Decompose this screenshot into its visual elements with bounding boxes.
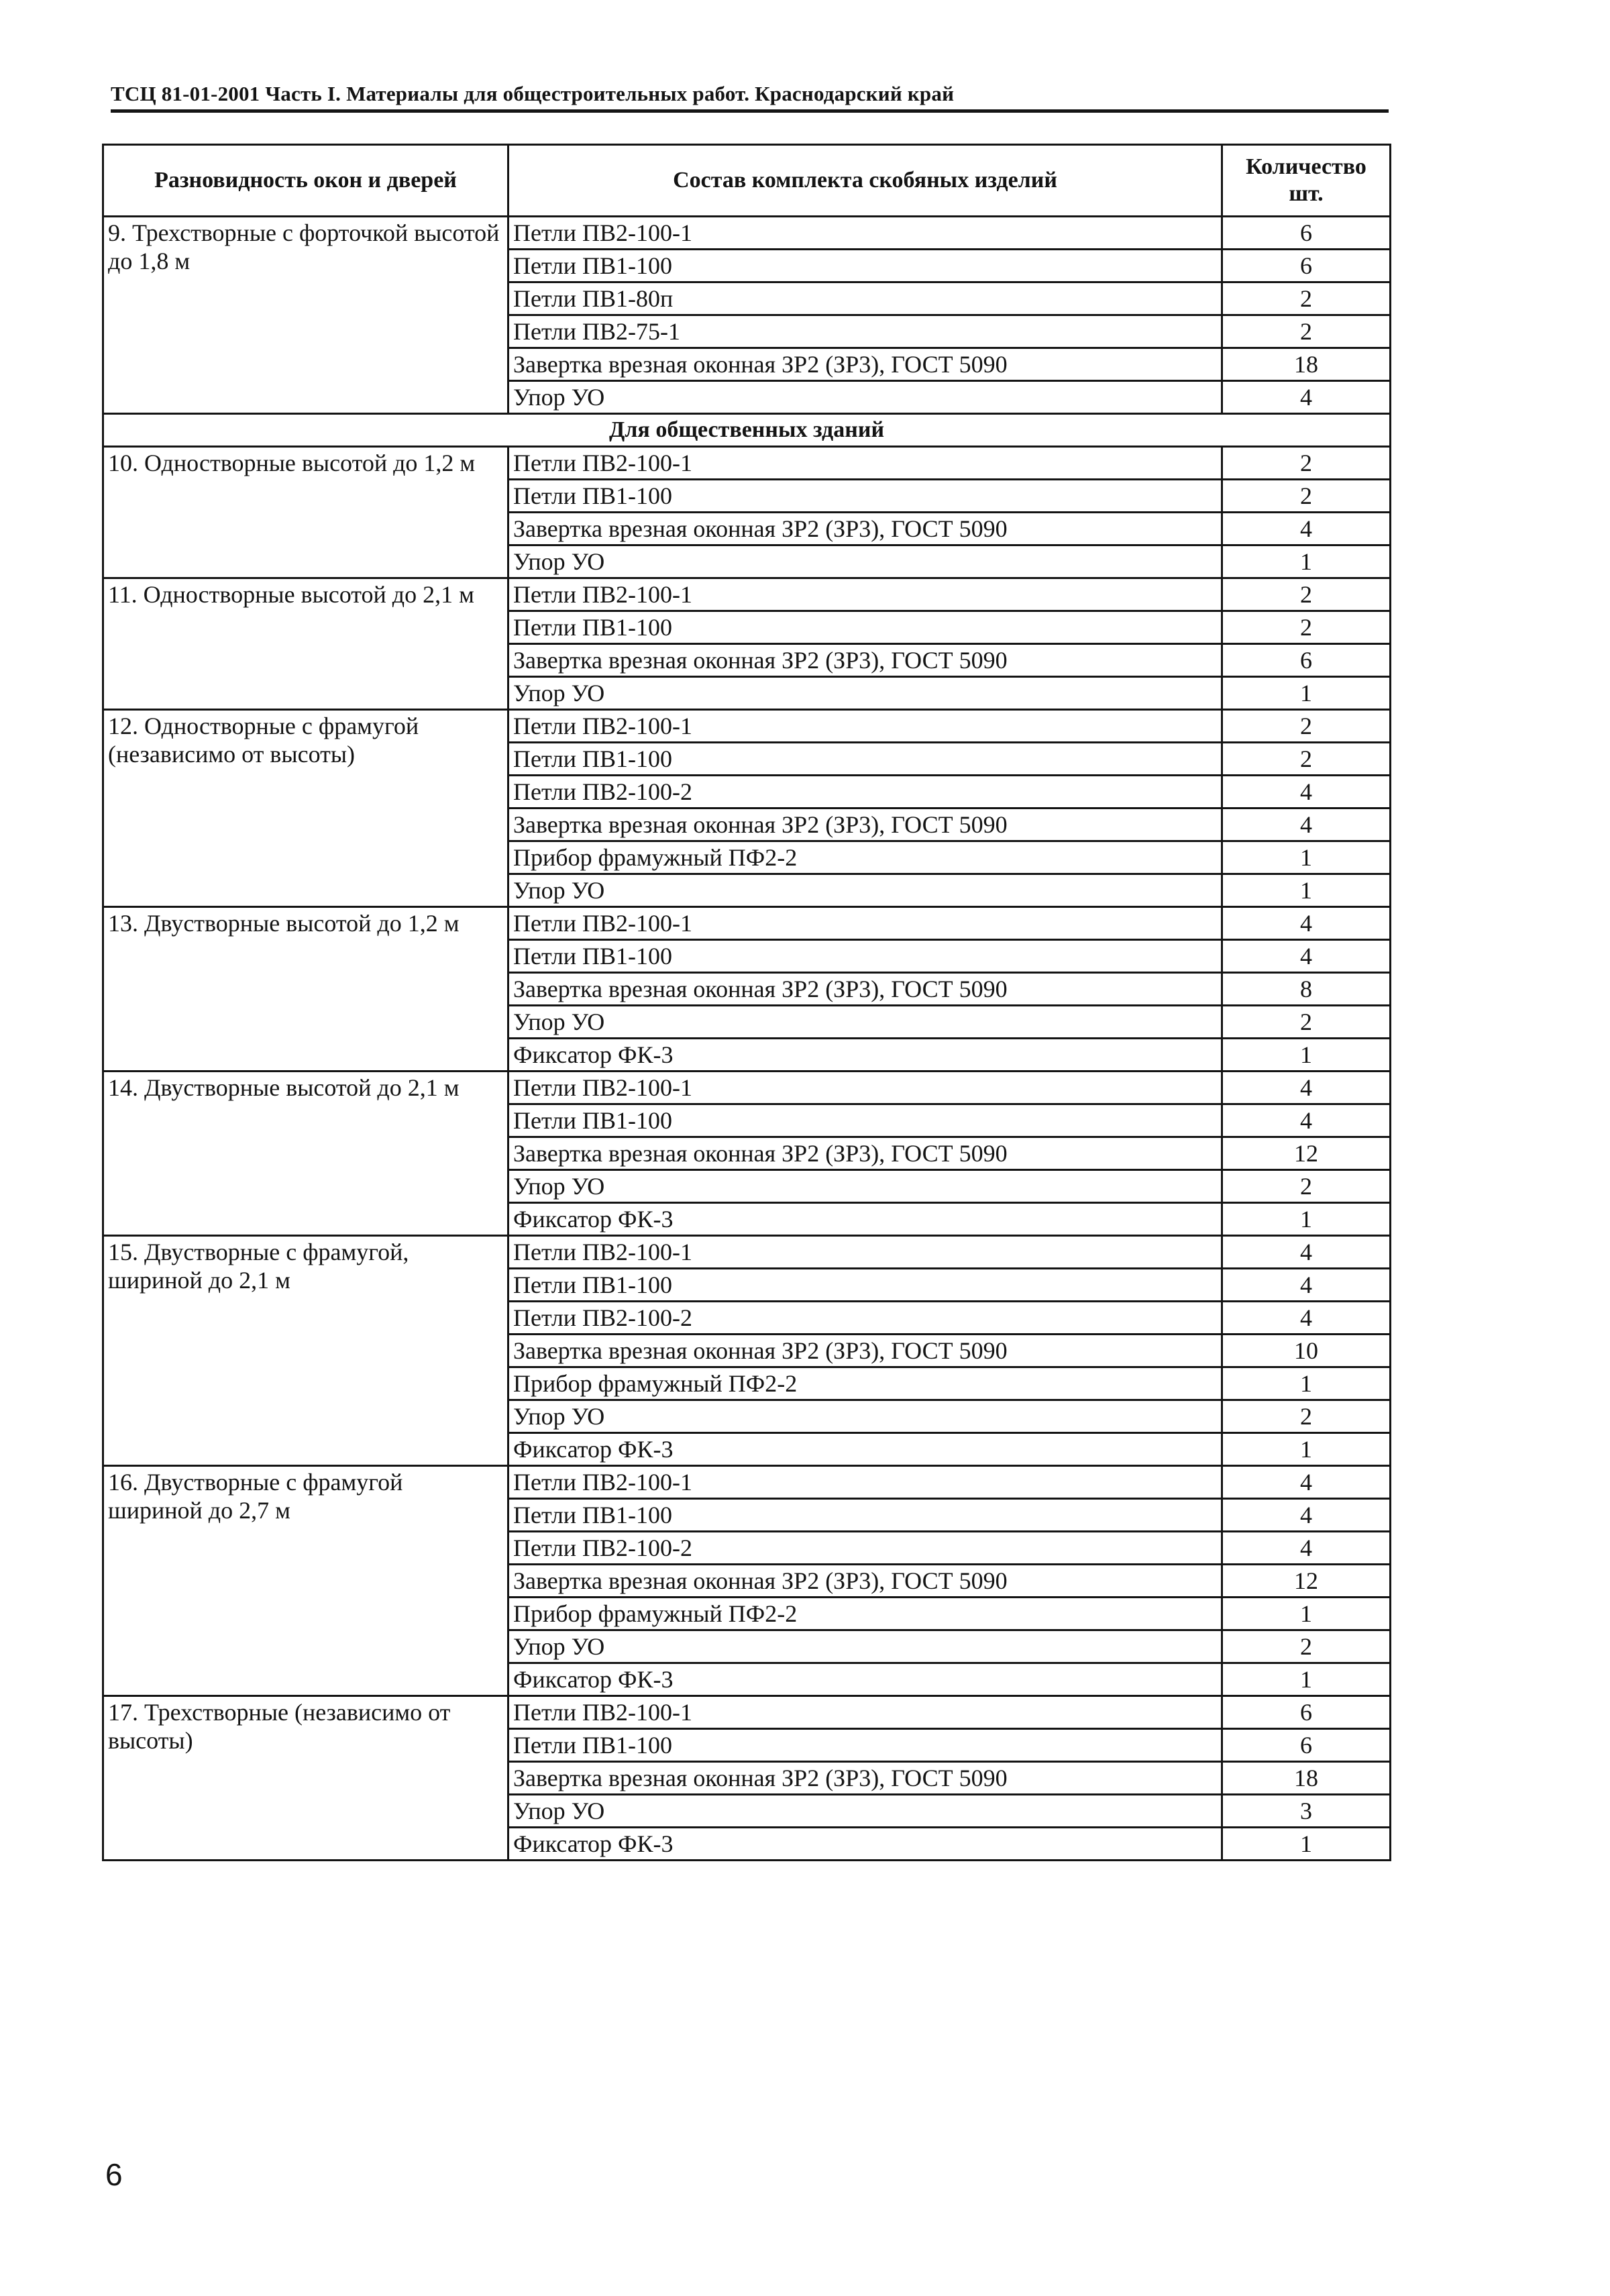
item-name: Завертка врезная оконная ЗР2 (ЗР3), ГОСТ 5090 — [508, 808, 1222, 841]
item-name: Петли ПВ2-100-1 — [508, 1236, 1222, 1269]
item-quantity: 4 — [1222, 1269, 1391, 1302]
column-header-type: Разновидность окон и дверей — [103, 145, 508, 217]
table-row — [103, 1696, 1391, 1729]
group-name: 15. Двустворные с фрамугой, шириной до 2,1 м — [103, 1236, 508, 1466]
item-quantity: 4 — [1222, 1072, 1391, 1104]
item-name: Прибор фрамужный ПФ2-2 — [508, 1598, 1222, 1630]
item-quantity: 4 — [1222, 1499, 1391, 1532]
item-quantity: 1 — [1222, 1663, 1391, 1696]
item-name: Петли ПВ2-100-1 — [508, 447, 1222, 480]
item-name: Петли ПВ2-100-1 — [508, 217, 1222, 250]
item-name: Петли ПВ1-100 — [508, 940, 1222, 973]
item-quantity: 2 — [1222, 282, 1391, 315]
item-name: Упор УО — [508, 545, 1222, 578]
item-name: Петли ПВ1-100 — [508, 1104, 1222, 1137]
item-quantity: 6 — [1222, 644, 1391, 677]
item-name: Петли ПВ2-100-1 — [508, 578, 1222, 611]
table-row — [103, 217, 1391, 250]
item-name: Петли ПВ1-100 — [508, 480, 1222, 513]
table-body-residential — [103, 217, 1391, 414]
item-quantity: 1 — [1222, 677, 1391, 710]
item-name: Петли ПВ2-100-1 — [508, 907, 1222, 940]
item-name: Завертка врезная оконная ЗР2 (ЗР3), ГОСТ 5090 — [508, 1335, 1222, 1367]
item-name: Фиксатор ФК-3 — [508, 1433, 1222, 1466]
item-quantity: 2 — [1222, 480, 1391, 513]
item-quantity: 1 — [1222, 1367, 1391, 1400]
item-quantity: 1 — [1222, 1039, 1391, 1072]
item-name: Петли ПВ2-100-2 — [508, 1532, 1222, 1565]
table-row — [103, 578, 1391, 611]
table-row — [103, 1466, 1391, 1499]
item-quantity: 2 — [1222, 1630, 1391, 1663]
item-name: Петли ПВ1-100 — [508, 1499, 1222, 1532]
item-quantity: 18 — [1222, 348, 1391, 381]
item-name: Прибор фрамужный ПФ2-2 — [508, 841, 1222, 874]
item-quantity: 1 — [1222, 874, 1391, 907]
item-name: Упор УО — [508, 677, 1222, 710]
item-quantity: 1 — [1222, 1433, 1391, 1466]
table-row — [103, 447, 1391, 480]
column-header-quantity: Количество шт. — [1222, 145, 1391, 217]
group-name: 16. Двустворные с фрамугой шириной до 2,7 м — [103, 1466, 508, 1696]
item-name: Петли ПВ1-100 — [508, 611, 1222, 644]
item-name: Завертка врезная оконная ЗР2 (ЗР3), ГОСТ 5090 — [508, 348, 1222, 381]
item-name: Петли ПВ1-100 — [508, 743, 1222, 776]
item-quantity: 4 — [1222, 513, 1391, 545]
item-quantity: 12 — [1222, 1565, 1391, 1598]
group-name: 14. Двустворные высотой до 2,1 м — [103, 1072, 508, 1236]
item-name: Прибор фрамужный ПФ2-2 — [508, 1367, 1222, 1400]
group-name: 12. Одностворные с фрамугой (независимо от высоты) — [103, 710, 508, 907]
header-rule — [111, 109, 1389, 113]
item-quantity: 2 — [1222, 611, 1391, 644]
item-quantity: 2 — [1222, 710, 1391, 743]
item-name: Упор УО — [508, 1006, 1222, 1039]
item-quantity: 1 — [1222, 1203, 1391, 1236]
item-name: Упор УО — [508, 874, 1222, 907]
item-name: Петли ПВ2-100-2 — [508, 1302, 1222, 1335]
group-name: 17. Трехстворные (независимо от высоты) — [103, 1696, 508, 1861]
item-quantity: 1 — [1222, 841, 1391, 874]
item-quantity: 6 — [1222, 250, 1391, 282]
item-quantity: 1 — [1222, 1828, 1391, 1861]
item-quantity: 4 — [1222, 1104, 1391, 1137]
table-body-public — [103, 447, 1391, 1861]
table-row — [103, 710, 1391, 743]
page-number: 6 — [105, 2157, 123, 2192]
group-name: 11. Одностворные высотой до 2,1 м — [103, 578, 508, 710]
table-row — [103, 907, 1391, 940]
item-name: Завертка врезная оконная ЗР2 (ЗР3), ГОСТ 5090 — [508, 1137, 1222, 1170]
hardware-sets-table — [102, 144, 1391, 1861]
item-name: Упор УО — [508, 1630, 1222, 1663]
item-quantity: 6 — [1222, 1696, 1391, 1729]
item-name: Петли ПВ2-100-1 — [508, 710, 1222, 743]
item-name: Петли ПВ1-80п — [508, 282, 1222, 315]
item-quantity: 12 — [1222, 1137, 1391, 1170]
item-name: Фиксатор ФК-3 — [508, 1828, 1222, 1861]
item-quantity: 6 — [1222, 1729, 1391, 1762]
item-quantity: 1 — [1222, 1598, 1391, 1630]
section-row — [103, 414, 1391, 447]
table-row — [103, 1236, 1391, 1269]
item-name: Петли ПВ1-100 — [508, 1729, 1222, 1762]
item-quantity: 2 — [1222, 447, 1391, 480]
page-header-title: ТСЦ 81-01-2001 Часть I. Материалы для общестроительных работ. Краснодарский край — [111, 82, 955, 105]
group-name: 9. Трехстворные с форточкой высотой до 1,8 м — [103, 217, 508, 414]
item-name: Фиксатор ФК-3 — [508, 1203, 1222, 1236]
item-name: Петли ПВ1-100 — [508, 1269, 1222, 1302]
item-name: Упор УО — [508, 1170, 1222, 1203]
item-quantity: 4 — [1222, 1466, 1391, 1499]
column-header-composition: Состав комплекта скобяных изделий — [508, 145, 1222, 217]
item-name: Петли ПВ2-100-1 — [508, 1072, 1222, 1104]
item-quantity: 2 — [1222, 578, 1391, 611]
table-row — [103, 1072, 1391, 1104]
item-name: Завертка врезная оконная ЗР2 (ЗР3), ГОСТ 5090 — [508, 1762, 1222, 1795]
item-quantity: 4 — [1222, 1236, 1391, 1269]
item-quantity: 4 — [1222, 940, 1391, 973]
item-name: Фиксатор ФК-3 — [508, 1039, 1222, 1072]
item-quantity: 1 — [1222, 545, 1391, 578]
item-quantity: 2 — [1222, 1400, 1391, 1433]
item-quantity: 4 — [1222, 1302, 1391, 1335]
item-name: Завертка врезная оконная ЗР2 (ЗР3), ГОСТ 5090 — [508, 644, 1222, 677]
item-quantity: 2 — [1222, 743, 1391, 776]
item-quantity: 4 — [1222, 808, 1391, 841]
item-name: Упор УО — [508, 381, 1222, 414]
item-quantity: 10 — [1222, 1335, 1391, 1367]
item-name: Петли ПВ2-100-2 — [508, 776, 1222, 808]
item-quantity: 2 — [1222, 315, 1391, 348]
item-quantity: 6 — [1222, 217, 1391, 250]
table-header-row — [103, 145, 1391, 217]
item-name: Завертка врезная оконная ЗР2 (ЗР3), ГОСТ 5090 — [508, 973, 1222, 1006]
item-quantity: 4 — [1222, 776, 1391, 808]
item-name: Петли ПВ1-100 — [508, 250, 1222, 282]
item-quantity: 4 — [1222, 1532, 1391, 1565]
item-name: Петли ПВ2-75-1 — [508, 315, 1222, 348]
item-name: Петли ПВ2-100-1 — [508, 1696, 1222, 1729]
group-name: 10. Одностворные высотой до 1,2 м — [103, 447, 508, 578]
table-section — [103, 414, 1391, 447]
item-name: Завертка врезная оконная ЗР2 (ЗР3), ГОСТ 5090 — [508, 1565, 1222, 1598]
item-name: Фиксатор ФК-3 — [508, 1663, 1222, 1696]
item-quantity: 4 — [1222, 907, 1391, 940]
section-title: Для общественных зданий — [103, 414, 1391, 447]
item-quantity: 2 — [1222, 1006, 1391, 1039]
item-name: Упор УО — [508, 1400, 1222, 1433]
item-name: Петли ПВ2-100-1 — [508, 1466, 1222, 1499]
item-quantity: 4 — [1222, 381, 1391, 414]
item-name: Упор УО — [508, 1795, 1222, 1828]
item-quantity: 18 — [1222, 1762, 1391, 1795]
item-name: Завертка врезная оконная ЗР2 (ЗР3), ГОСТ 5090 — [508, 513, 1222, 545]
group-name: 13. Двустворные высотой до 1,2 м — [103, 907, 508, 1072]
item-quantity: 8 — [1222, 973, 1391, 1006]
item-quantity: 3 — [1222, 1795, 1391, 1828]
item-quantity: 2 — [1222, 1170, 1391, 1203]
